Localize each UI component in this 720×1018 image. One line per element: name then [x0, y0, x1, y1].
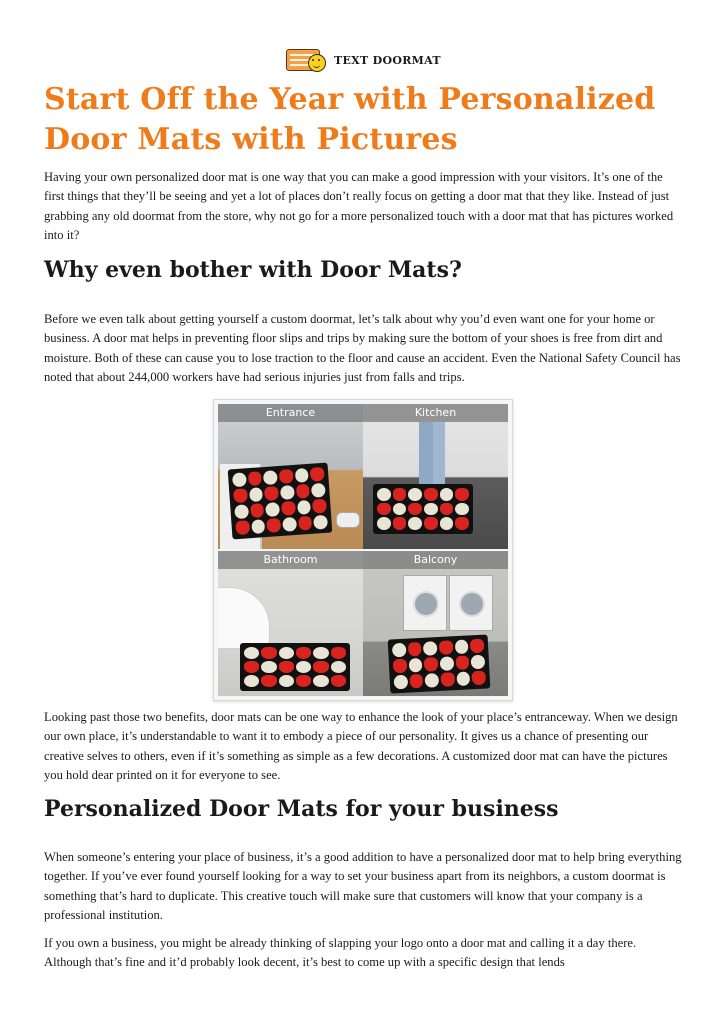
- kitchen-panel: [363, 404, 508, 549]
- balcony-panel: [363, 551, 508, 696]
- site-header: [286, 46, 441, 74]
- doormat-entrance: [228, 463, 333, 540]
- bathroom-label: Bathroom: [218, 551, 363, 569]
- section-heading-why: Why even bother with Door Mats?: [44, 257, 462, 283]
- doormat-bathroom: [240, 643, 350, 691]
- section-heading-business: Personalized Door Mats for your business: [44, 796, 559, 822]
- business-paragraph-2: If you own a business, you might be already thinking of slapping your logo onto a door mat and calling it a day there. Although that’s fine and it’d probably look decent, it’s best to come up with a specific design that lends: [44, 936, 637, 970]
- doormat-kitchen: [373, 484, 473, 534]
- doormat-balcony: [388, 634, 491, 693]
- entrance-label: Entrance: [218, 404, 363, 422]
- why-paragraph-1: Before we even talk about getting yourself a custom doormat, let’s talk about why you’d even want one for your home or business. A door mat helps in preventing floor slips and trips by making sure the bottom of your shoes is free from dirt and moisture. Both of these can cause you to lose traction to the floor and cause an accident. Even the National Safety Council has noted that about 244,000 workers have had serious injuries just from falls and trips.: [44, 312, 681, 384]
- why-paragraph-2: Looking past those two benefits, door mats can be one way to enhance the look of your place’s entranceway. When we design our own place, it’s understandable to want it to embody a piece of our personality. It gives us a chance of presenting our creative selves to others, even if it’s something as simple as a few decorations. A customized door mat can have the pictures you hold dear printed on it for everyone to see.: [44, 710, 678, 782]
- balcony-label: Balcony: [363, 551, 508, 569]
- intro-paragraph: Having your own personalized door mat is one way that you can make a good impression with your visitors. It’s one of the first things that they’ll be seeing and yet a lot of places don’t really focus on getting a door mat that they like. Instead of just grabbing any old doormat from the store, why not go for a more personalized touch with a door mat that has pictures worked into it?: [44, 170, 674, 242]
- bathroom-panel: [218, 551, 363, 696]
- kitchen-label: Kitchen: [363, 404, 508, 422]
- business-paragraph-1: When someone’s entering your place of business, it’s a good addition to have a personalized door mat to help bring everything together. If you’ve ever found yourself looking for a way to set your business apart from its neighbors, a custom doormat is something that’s hard to duplicate. This creative touch will make sure that customers will know that your company is a professional institution.: [44, 850, 682, 922]
- article-title: Start Off the Year with Personalized Door Mats with Pictures: [44, 82, 656, 157]
- doormat-logo-icon: [286, 46, 326, 74]
- entrance-panel: [218, 404, 363, 549]
- doormat-rooms-image: [213, 399, 513, 701]
- brand-name: TEXT DOORMAT: [334, 53, 441, 67]
